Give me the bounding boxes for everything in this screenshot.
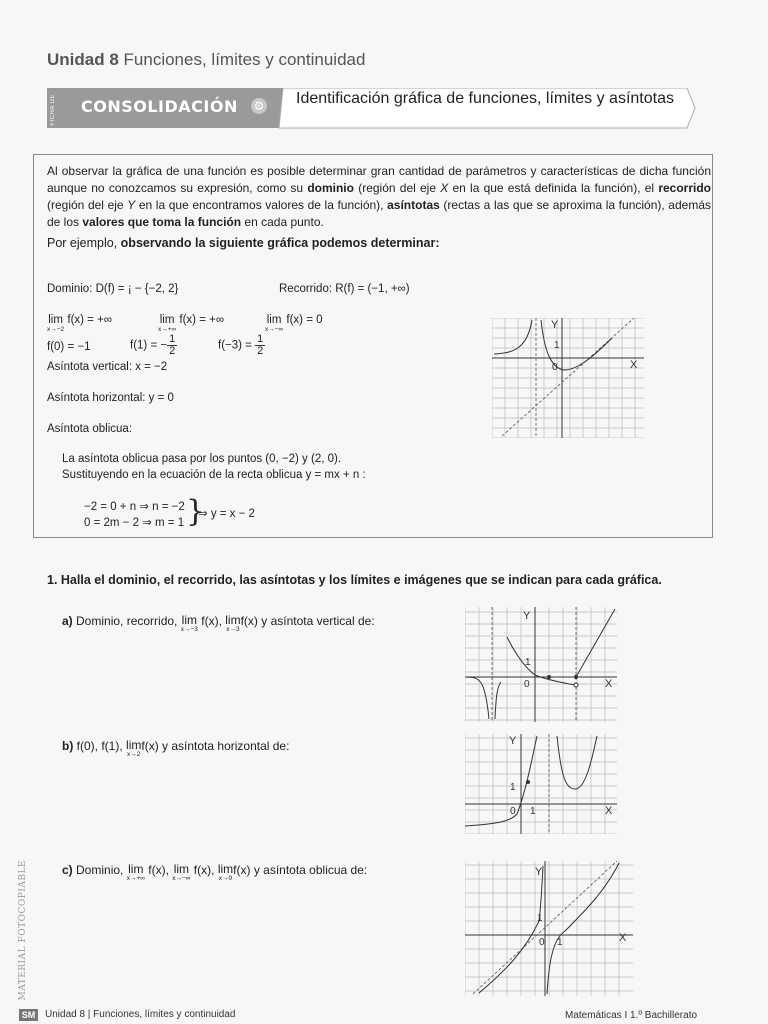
axis-y-label: Y [551,319,559,331]
tick-one-x: 1 [530,806,536,817]
example-oblique-points: La asíntota oblicua pasa por los puntos (0, −2) y (2, 0). [62,453,342,465]
consolidacion-tag: CONSOLIDACIÓN [81,97,238,116]
example-vertical-asymptote: Asíntota vertical: x = −2 [47,361,168,373]
example-equation-result: ⇒ y = x − 2 [198,508,255,520]
tick-one: 1 [537,913,543,924]
tick-one: 1 [525,657,531,668]
footer-unit: Unidad 8 | Funciones, límites y continuidad [45,1009,236,1020]
example-f1: f(1) = − $\frac{1}{2}$ [130,333,176,357]
unit-title: Unidad 8 Funciones, límites y continuidad [47,50,366,69]
gear-icon: ⚙ [251,98,267,114]
axis-x-label: X [605,805,613,817]
publisher-logo: SM [19,1009,38,1021]
example-oblique-substitution: Sustituyendo en la ecuación de la recta oblicua y = mx + n : [62,469,366,481]
axis-x-label: X [619,932,627,944]
graph-a [465,607,617,722]
exercise-a: a) Dominio, recorrido, lim x→−3 f(x), lim x→3 f(x) y asíntota vertical de: [62,613,375,633]
graph-c [465,861,633,996]
origin-label: 0 [524,679,530,690]
intro-paragraph: Al observar la gráfica de una función es posible determinar gran cantidad de parámetros y características de dicha función aunque no conozcamos su expresión, como su dominio (región del eje X en la que está definida la función), el recorrido (región del eje Y en la que encontramos valores de la función), asíntotas (rectas a las que se aproxima la función), además de los valores que toma la función en cada punto. [47,164,711,229]
consolidation-banner [47,88,697,130]
axis-x-label: X [605,678,613,690]
example-heading: Por ejemplo, observando la siguiente gráfica podemos determinar: [47,236,440,250]
axis-y-label: Y [509,735,517,747]
ficha-de-label: FICHA DE [50,94,56,126]
example-horizontal-asymptote: Asíntota horizontal: y = 0 [47,392,174,404]
axis-x-label: X [630,359,638,371]
graph-b [465,734,617,834]
exercise-b: b) f(0), f(1), lim x→2 f(x) y asíntota horizontal de: [62,738,290,758]
axis-y-label: Y [535,866,543,878]
exercise-c: c) Dominio, lim x→+∞ f(x), lim x→−∞ f(x), lim x→0 f(x) y asíntota oblicua de: [62,862,368,882]
example-range: Recorrido: R(f) = (−1, +∞) [279,283,410,295]
example-fm3: f(−3) = $\frac{1}{2}$ [218,333,264,357]
origin-label: 0 [510,806,516,817]
example-f0: f(0) = −1 [47,341,91,353]
axis-y-label: Y [523,610,531,622]
origin-label: 0 [539,937,545,948]
example-limit-2: lim x→+∞ f(x) = +∞ [158,314,225,333]
tick-one: 1 [510,782,516,793]
tick-one-x: 1 [557,937,563,948]
example-limit-1: lim x→−2 f(x) = +∞ [47,314,112,333]
footer-course: Matemáticas I 1.º Bachillerato [565,1010,698,1021]
banner-title: Identificación gráfica de funciones, límites y asíntotas [296,90,674,107]
tick-one: 1 [554,340,560,351]
example-limit-3: lim x→−∞ f(x) = 0 [265,314,323,333]
example-equation-system: −2 = 0 + n ⇒ n = −2 0 = 2m − 2 ⇒ m = 1 [84,501,185,529]
photocopiable-sidebar: MATERIAL FOTOCOPIABLE [18,860,28,1001]
example-oblique-asymptote: Asíntota oblicua: [47,423,133,435]
example-graph [492,318,644,438]
exercise-1-title: 1. Halla el dominio, el recorrido, las asíntotas y los límites e imágenes que se indican para cada gráfica. [47,573,662,587]
brace-symbol: } [186,494,206,529]
origin-label: 0 [552,362,558,373]
example-domain: Dominio: D(f) = ¡ − {−2, 2} [47,283,179,295]
